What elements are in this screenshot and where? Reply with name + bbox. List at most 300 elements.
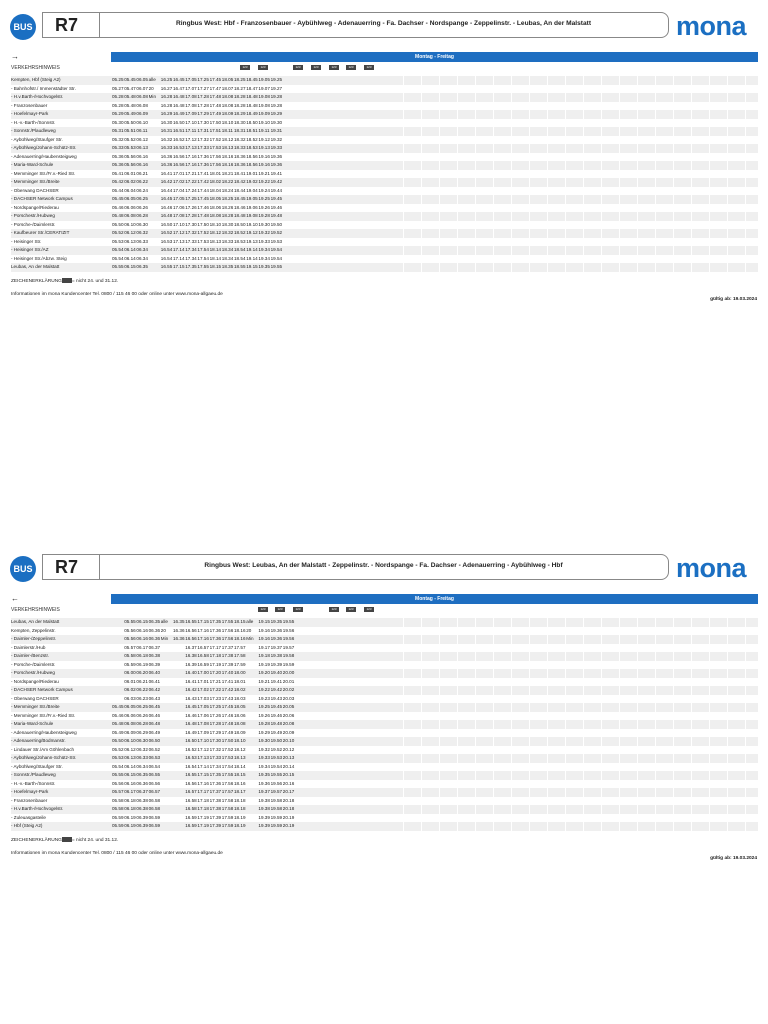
departure-time: 19.34 [258,255,270,261]
departure-time: 19.33 [258,755,270,760]
stop-name: - Memminger Str./Breite [11,179,60,184]
empty-grid [386,246,758,255]
departure-time: 19.02 [246,179,258,184]
departure-time: 17.55 [197,264,209,269]
departure-time: 17.32 [209,746,222,752]
departure-time: 18.08 [221,94,234,99]
departure-time: 18.45 [234,196,246,201]
departure-time: 17.38 [209,797,222,803]
departure-time: 05.49 [124,111,136,116]
departure-time: 19.49 [270,729,283,735]
departure-time: 17.16 [185,162,197,167]
departure-time: 06.17 [124,789,136,794]
departure-time: 06.18 [124,797,136,803]
departure-time: 19.56 [270,780,283,786]
stop-name: - Maria-Ward-Schule [11,721,54,726]
stop-name: - Hbf (Steig A2) [11,823,43,828]
departure-time: 17.30 [209,738,222,743]
empty-grid [386,93,758,102]
departure-time: 17.18 [197,797,209,803]
departure-time: 18.03 [234,695,246,701]
table-row [11,771,758,780]
departure-time: 19.36 [270,636,283,641]
departure-time: 18.15 [234,619,246,624]
footnote-marker: 123 [364,607,374,612]
departure-time: 18.10 [221,119,234,125]
departure-time: 16.49 [173,111,185,116]
departure-time: 16.47 [173,85,185,91]
departure-time: 06.15 [136,619,148,624]
departure-time: 05.56 [124,162,136,167]
departure-time: 17.38 [221,653,234,658]
departure-time: 17.36 [197,162,209,167]
departure-time: 18.22 [221,179,234,184]
departure-time: 18.13 [209,238,222,244]
departure-time: 06.21 [136,170,148,176]
legend-marker [62,278,72,283]
table-row [11,695,758,704]
footnote-markers [0,607,768,613]
departure-time: 19.42 [270,687,283,692]
departure-time: 19.58 [270,797,283,803]
departure-time: 17.37 [209,789,222,794]
departure-time: 17.50 [197,221,209,227]
departure-time: 05.52 [124,136,136,142]
departure-time: 05.45 [112,196,124,201]
departure-time: 16.28 [160,102,173,108]
departure-time: 06.38 [136,797,148,803]
table-row [11,669,758,678]
departure-time: 05.33 [112,145,124,150]
departure-time: 05.36 [112,153,124,159]
departure-time: 17.21 [185,170,197,176]
departure-time: 19.36 [270,627,283,633]
departure-time: 18.27 [234,85,246,91]
departure-time: 17.57 [221,789,234,794]
empty-grid [386,76,758,85]
stop-name: - Sonnstr./Plaudleweg [11,772,56,777]
departure-time: 05.30 [112,119,124,125]
departure-time: 19.50 [270,738,283,743]
departure-time: 18.09 [234,729,246,735]
departure-time: 06.11 [136,128,148,133]
departure-time: 17.42 [197,179,209,184]
departure-time: 18.05 [234,704,246,709]
departure-time: 17.39 [221,661,234,667]
departure-time: 18.47 [246,85,258,91]
days-bar: Montag - Freitag [111,52,758,62]
departure-time: 18.34 [221,255,234,261]
valid-from: gültig ab: 19.03.2024 [710,296,757,302]
departure-time: 16.35 [173,619,185,624]
departure-time: 19.21 [258,678,270,684]
departure-time: 05.28 [112,94,124,99]
departure-time: 18.17 [234,789,246,794]
departure-time: 17.39 [209,814,222,820]
departure-time: 05.48 [112,213,124,218]
departure-time: 19.40 [270,670,283,675]
empty-grid [386,746,758,755]
table-row [11,737,758,746]
departure-time: 19.46 [270,204,283,210]
departure-time: 16.53 [173,145,185,150]
departure-time: 05.36 [112,162,124,167]
legend [11,278,118,284]
departure-time: 18.51 [246,128,258,133]
departure-time: 19.55 [282,619,295,624]
table-row [11,144,758,153]
legend-text: = nicht 24. und 31.12. [71,278,119,284]
departure-time: 17.56 [209,153,222,159]
departure-time: 18.42 [234,179,246,184]
departure-time: 06.54 [148,763,161,769]
departure-time: 17.19 [209,661,222,667]
table-row [11,212,758,221]
departure-time: 19.21 [258,170,270,176]
footnote-marker: 123 [258,65,268,70]
departure-time: 18.15 [209,264,222,269]
departure-time: 06.35 [148,619,161,624]
empty-grid [386,153,758,162]
departure-time: 19.48 [270,721,283,726]
departure-time: 20.00 [282,670,295,675]
legend-prefix: ZEICHENERKLÄRUNG [11,278,62,284]
departure-time: 19.33 [270,145,283,150]
departure-time: 17.52 [221,746,234,752]
table-row [11,822,758,831]
departure-time: 18.18 [234,797,246,803]
departure-time: 06.37 [148,644,161,650]
departure-time: 05.48 [124,94,136,99]
departure-time: 16.59 [197,661,209,667]
departure-time: 18.00 [234,670,246,675]
departure-time: 18.48 [234,213,246,218]
departure-time: 06.10 [124,738,136,743]
table-row [11,263,758,272]
table-row [11,754,758,763]
empty-grid [386,771,758,780]
departure-time: 06.50 [148,738,161,743]
departure-time: 19.20 [258,670,270,675]
departure-time: 18.35 [221,264,234,269]
stop-name: - DACHSER Network Campus [11,687,73,692]
departure-time: 05.57 [124,644,136,650]
departure-time: 19.54 [270,763,283,769]
departure-time: 16.48 [160,213,173,218]
departure-time: 17.56 [221,627,234,633]
departure-time: 19.59 [270,823,283,828]
departure-time: 18.52 [246,136,258,142]
departure-time: 17.34 [209,763,222,769]
departure-time: 05.54 [112,763,124,769]
departure-time: 17.39 [209,823,222,828]
departure-time: 18.16 [234,780,246,786]
empty-grid [386,695,758,704]
departure-time: 19.27 [270,85,283,91]
departure-time: 17.31 [197,128,209,133]
departure-time: 16.58 [185,797,197,803]
departure-time: 19.41 [270,170,283,176]
stop-name: - Adenauerring/Haubensteigweg [11,153,77,159]
route-divider [99,555,100,579]
departure-time: 06.13 [136,145,148,150]
departure-time: 19.15 [258,619,270,624]
departure-time: 16.56 [185,636,197,641]
departure-time: 19.11 [258,128,270,133]
departure-time: 17.32 [197,136,209,142]
departure-time: 19.38 [258,797,270,803]
header [0,10,768,41]
departure-time: 06.07 [136,85,148,91]
departure-time: 19.35 [258,264,270,269]
departure-time: alle [160,619,168,624]
departure-time: 06.36 [148,636,161,641]
departure-time: 05.55 [112,264,124,269]
departure-time: 05.46 [112,712,124,718]
departure-time: 05.50 [112,221,124,227]
departure-time: 17.50 [221,738,234,743]
departure-time: 05.51 [124,128,136,133]
departure-time: 17.59 [234,661,246,667]
departure-time: 05.58 [124,653,136,658]
departure-time: 18.30 [221,221,234,227]
stop-name: - Porschestr./Hubweg [11,670,55,675]
departure-time: 18.09 [221,111,234,116]
departure-time: 17.19 [197,823,209,828]
departure-time: 16.39 [185,661,197,667]
departure-time: 06.39 [136,814,148,820]
departure-time: 06.24 [136,187,148,193]
departure-time: 16.38 [185,653,197,658]
footnote-marker: 123 [329,607,339,612]
departure-time: 18.29 [234,111,246,116]
departure-time: 19.59 [270,814,283,820]
departure-time: 17.51 [209,128,222,133]
departure-time: 06.58 [148,797,161,803]
info-text: Informationen im mona Kundencenter Tel. 0800 / 115 46 00 oder online unter www.mona-allgaeu.de [11,850,223,856]
departure-time: 17.25 [209,704,222,709]
departure-time: 06.16 [136,627,148,633]
stop-name: - H.v.Barth-/Hochvogelstr. [11,94,64,99]
departure-time: 17.00 [197,670,209,675]
footnote-marker: 123 [293,607,303,612]
departure-time: 19.19 [258,661,270,667]
departure-time: 05.32 [112,136,124,142]
departure-time: 05.59 [112,814,124,820]
departure-time: 16.54 [160,255,173,261]
departure-time: 18.53 [234,238,246,244]
departure-time: 19.56 [282,627,295,633]
departure-time: 17.02 [173,179,185,184]
departure-time: 18.01 [234,678,246,684]
departure-time: 17.52 [197,230,209,235]
table-row [11,204,758,213]
departure-time: 17.21 [209,678,222,684]
direction-arrow-icon: ← [11,594,19,603]
empty-grid [386,797,758,806]
departure-time: 19.53 [270,755,283,760]
table-row [11,661,758,670]
departure-time: 06.10 [136,119,148,125]
departure-time: 19.25 [270,77,283,82]
departure-time: 06.13 [124,238,136,244]
departure-time: 18.21 [221,170,234,176]
empty-grid [386,635,758,644]
empty-grid [386,161,758,170]
stop-name: Kempten, Hbf (Steig A2) [11,77,61,82]
departure-time: 19.44 [270,187,283,193]
departure-time: 17.59 [221,823,234,828]
departure-time: 17.23 [209,695,222,701]
departure-time: 20 [148,85,154,91]
departure-time: 17.29 [209,729,222,735]
departure-time: 20.05 [282,704,295,709]
departure-time: 18.14 [209,247,222,252]
departure-time: 18.16 [221,153,234,159]
departure-time: 19.46 [270,712,283,718]
departure-time: 05.48 [112,721,124,726]
departure-time: 17.20 [209,670,222,675]
stop-name: - Oberwang DACHSER [11,187,59,193]
empty-grid [386,652,758,661]
departure-time: 19.13 [246,238,258,244]
departure-time: 19.55 [270,772,283,777]
stop-name: - Memminger Str./Fr.v.-Ried Str. [11,170,76,176]
stop-name: - Bahnhofstr./ Immenstädter Str. [11,85,76,91]
departure-time: 17.56 [209,162,222,167]
departure-time: 06.08 [124,213,136,218]
departure-time: 06.49 [148,729,161,735]
timetable-page-1 [0,10,768,302]
departure-time: 18.50 [234,221,246,227]
departure-time: 19.42 [270,179,283,184]
departure-time: 17.29 [197,111,209,116]
departure-time: 17.12 [185,136,197,142]
departure-time: 20.12 [282,746,295,752]
departure-time: 17.46 [221,712,234,718]
departure-time: 17.48 [197,213,209,218]
departure-time: 17.27 [197,85,209,91]
departure-time: 17.36 [197,153,209,159]
departure-time: 19.45 [270,704,283,709]
departure-time: 17.25 [185,196,197,201]
departure-time: 19.09 [258,111,270,116]
departure-time: 17.13 [185,145,197,150]
table-row [11,797,758,806]
departure-time: 19.58 [282,653,295,658]
departure-time: 20.16 [282,780,295,786]
empty-grid [386,780,758,789]
departure-time: 06.46 [148,712,161,718]
departure-time: 06.08 [136,94,148,99]
departure-time: 19.36 [270,153,283,159]
route-divider [99,13,100,37]
departure-time: 16.52 [173,136,185,142]
departure-time: 06.25 [136,704,148,709]
departure-time: 19.14 [246,255,258,261]
departure-time: 06.26 [136,712,148,718]
departure-time: 19.25 [258,704,270,709]
stop-name: - H.v.Barth-/Hochvogelstr. [11,806,64,811]
departure-time: 06.23 [136,695,148,701]
departure-time: 05.31 [112,128,124,133]
departure-time: 19.30 [270,119,283,125]
departure-time: alle [246,619,254,624]
route-number: R7 [55,15,79,35]
departure-time: 17.48 [221,721,234,726]
departure-time: 06.26 [136,204,148,210]
table-row [11,127,758,136]
table-row [11,221,758,230]
departure-time: 05.59 [112,823,124,828]
departure-time: alle [148,77,156,82]
table-row [11,93,758,102]
departure-time: 18.56 [246,162,258,167]
departure-time: 18.15 [234,772,246,777]
departure-time: 06.12 [124,746,136,752]
departure-time: 19.26 [258,204,270,210]
departure-time: 17.07 [185,85,197,91]
departure-time: 19.22 [258,179,270,184]
departure-time: 17.08 [173,213,185,218]
departure-time: 19.38 [270,653,283,658]
departure-time: 16.40 [185,670,197,675]
stop-name: - Franzosenbauer [11,102,48,108]
departure-time: 17.33 [197,145,209,150]
departure-time: 19.05 [246,196,258,201]
empty-grid [386,754,758,763]
stop-name: - DACHSER Network Campus [11,196,73,201]
departure-time: 19.12 [258,136,270,142]
departure-time: 16.29 [160,111,173,116]
departure-time: 18.55 [234,264,246,269]
departure-time: 17.03 [197,695,209,701]
departure-time: 17.26 [185,204,197,210]
stop-name: - Daimler-/Zeppelinstr. [11,636,57,641]
departure-time: 17.22 [209,687,222,692]
departure-time: 17.04 [173,187,185,193]
departure-time: 19.53 [270,238,283,244]
departure-time: 16.56 [185,627,197,633]
departure-time: 06.14 [124,763,136,769]
stop-name: - Aybühlweg/Johann-Schütz-Str. [11,145,77,150]
departure-time: 18.08 [209,213,222,218]
departure-time: 19.25 [258,196,270,201]
departure-time: 19.04 [246,187,258,193]
departure-time: 20.17 [282,789,295,794]
table-row [11,627,758,636]
empty-grid [386,661,758,670]
departure-time: 17.30 [197,119,209,125]
departure-time: 19.55 [270,264,283,269]
legend-prefix: ZEICHENERKLÄRUNG [11,837,62,843]
departure-time: 19.52 [270,230,283,235]
departure-time: 18.19 [234,823,246,828]
empty-grid [386,170,758,179]
departure-time: 06.06 [124,204,136,210]
valid-from: gültig ab: 19.03.2024 [710,855,757,861]
departure-time: 06.39 [136,823,148,828]
departure-time: 18.18 [234,806,246,811]
departure-time: 17.55 [221,772,234,777]
departure-time: 16.41 [160,170,173,176]
departure-time: 19.16 [258,627,270,633]
departure-time: 18.56 [246,153,258,159]
route-number: R7 [55,557,79,577]
departure-time: 06.16 [136,153,148,159]
departure-time: 06.01 [124,678,136,684]
departure-time: 19.43 [270,695,283,701]
